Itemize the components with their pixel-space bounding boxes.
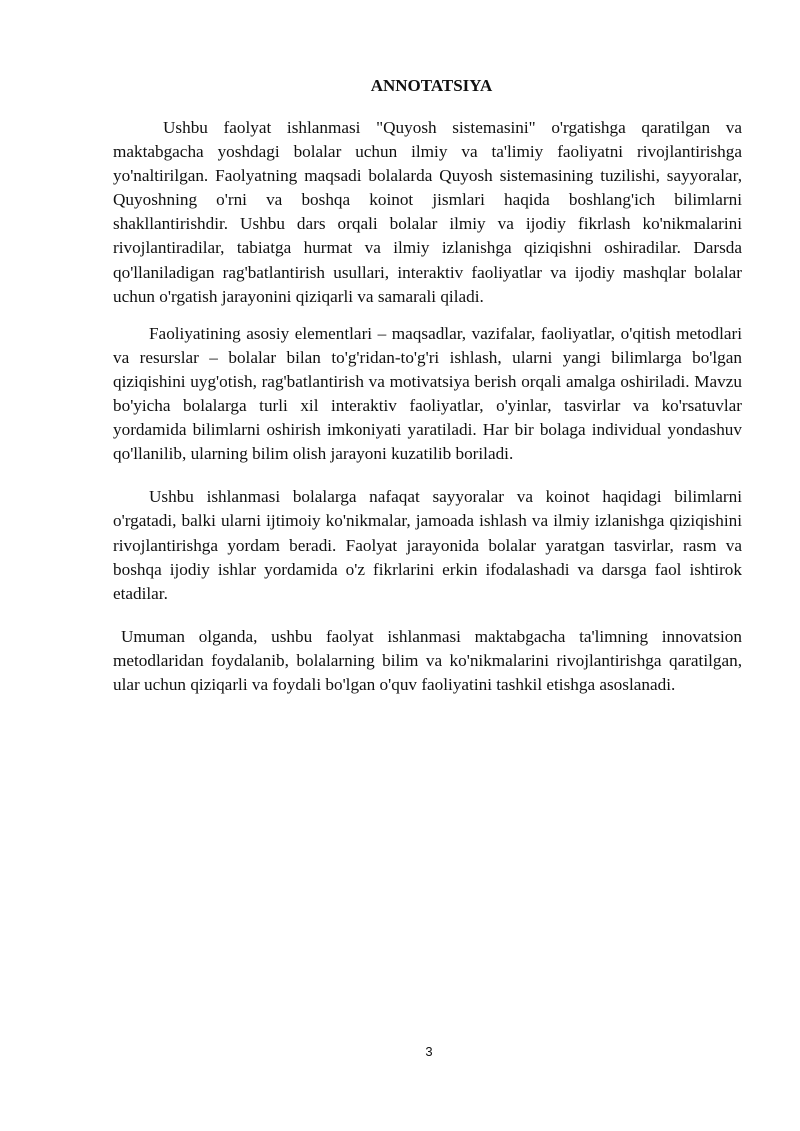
paragraph-skills: Ushbu ishlanmasi bolalarga nafaqat sayyoralar va koinot haqidagi bilimlarni o'rgatadi, balki ularni ijtimoiy ko'nikmalar, jamoada ishlash va ilmiy izlanishga qiziqishini rivojlantirishga yordam beradi. Faolyat jarayonida bolalar yaratgan tasvirlar, rasm va boshqa ijodiy ishlar yordamida o'z fikrlarini erkin ifodalashadi va darsga faol ishtirok etadilar. — [113, 487, 742, 603]
paragraph-intro: Ushbu faolyat ishlanmasi "Quyosh sistemasini" o'rgatishga qaratilgan va maktabgacha yoshdagi bolalar uchun ilmiy va ta'limiy faoliyatni rivojlantirishga yo'naltirilgan. Faolyatning maqsadi bolalarda Quyosh sistemasining tuzilishi, sayyoralar, Quyoshning o'rni va boshqa koinot jismlari haqida boshlang'ich bilimlarni shakllantirishdir. Ushbu dars orqali bolalar ilmiy va ijodiy fikrlash ko'nikmalarini rivojlantiradilar, tabiatga hurmat va ilmiy izlanishga qiziqishni oshiradilar. Darsda qo'llaniladigan rag'batlantirish usullari, interaktiv faoliyatlar va ijodiy mashqlar bolalar uchun o'rgatish jarayonini qiziqarli va samarali qiladi. — [113, 118, 742, 306]
document-page — [113, 72, 742, 697]
page-number: 3 — [425, 1044, 433, 1059]
paragraph-elements: Faoliyatining asosiy elementlari – maqsadlar, vazifalar, faoliyatlar, o'qitish metodlari va resurslar – bolalar bilan to'g'ridan-to'g'ri ishlash, ularni yangi bilimlarga bo'lgan qiziqishini uyg'otish, rag'batlantirish va motivatsiya berish orqali amalga oshiriladi. Mavzu bo'yicha bolalarga turli xil interaktiv faoliyatlar, o'yinlar, tasvirlar va ko'rsatuvlar yordamida bilimlarni oshirish imkoniyati yaratiladi. Har bir bolaga individual yondashuv qo'llanilib, ularning bilim olish jarayoni kuzatilib boriladi. — [113, 323, 742, 464]
paragraph-conclusion: Umuman olganda, ushbu faolyat ishlanmasi maktabgacha ta'limning innovatsion metodlaridan foydalanib, bolalarning bilim va ko'nikmalarini rivojlantirishga qaratilgan, ular uchun qiziqarli va foydali bo'lgan o'quv faoliyatini tashkil etishga asoslanadi. — [113, 626, 742, 694]
document-title: ANNOTATSIYA — [370, 76, 493, 95]
